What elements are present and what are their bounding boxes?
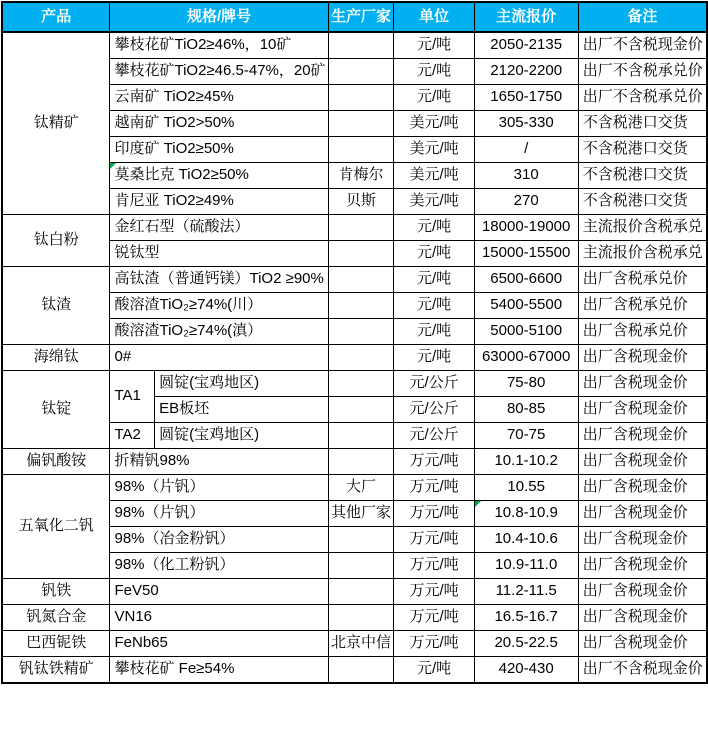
producer-cell: 北京中信 xyxy=(328,631,394,657)
note-cell: 出厂含税现金价 xyxy=(578,345,707,371)
unit-cell: 元/吨 xyxy=(394,32,474,59)
product-cell: 钒氮合金 xyxy=(2,605,110,631)
price-cell: 10.9-11.0 xyxy=(474,553,578,579)
unit-cell: 美元/吨 xyxy=(394,189,474,215)
product-cell: 偏钒酸铵 xyxy=(2,449,110,475)
price-cell: 16.5-16.7 xyxy=(474,605,578,631)
producer-cell xyxy=(328,319,394,345)
note-cell: 出厂含税现金价 xyxy=(578,631,707,657)
unit-cell: 万元/吨 xyxy=(394,553,474,579)
price-cell: 70-75 xyxy=(474,423,578,449)
producer-cell xyxy=(328,423,394,449)
spec-cell: 酸溶渣TiO₂≥74%(滇） xyxy=(110,319,328,345)
unit-cell: 元/吨 xyxy=(394,59,474,85)
note-cell: 不含税港口交货 xyxy=(578,189,707,215)
table-row xyxy=(2,32,707,59)
price-cell: 63000-67000 xyxy=(474,345,578,371)
producer-cell xyxy=(328,267,394,293)
spec-cell: 肯尼亚 TiO2≥49% xyxy=(110,189,328,215)
product-cell: 钛白粉 xyxy=(2,215,110,267)
unit-cell: 万元/吨 xyxy=(394,605,474,631)
price-cell: 310 xyxy=(474,163,578,189)
spec-cell: FeV50 xyxy=(110,579,328,605)
note-cell: 出厂含税现金价 xyxy=(578,449,707,475)
producer-cell: 其他厂家 xyxy=(328,501,394,527)
unit-cell: 元/公斤 xyxy=(394,371,474,397)
unit-cell: 万元/吨 xyxy=(394,449,474,475)
unit-cell: 万元/吨 xyxy=(394,527,474,553)
grade-cell: TA2 xyxy=(110,423,155,449)
unit-cell: 元/吨 xyxy=(394,293,474,319)
grade-cell: TA1 xyxy=(110,371,155,423)
unit-cell: 万元/吨 xyxy=(394,631,474,657)
producer-cell xyxy=(328,527,394,553)
price-cell: 11.2-11.5 xyxy=(474,579,578,605)
product-cell: 钒铁 xyxy=(2,579,110,605)
producer-cell xyxy=(328,241,394,267)
table-row xyxy=(2,657,707,684)
comment-marker-icon xyxy=(110,163,116,169)
price-cell xyxy=(474,501,578,527)
table-row xyxy=(2,605,707,631)
unit-cell: 美元/吨 xyxy=(394,137,474,163)
spec-cell: FeNb65 xyxy=(110,631,328,657)
price-cell: 5000-5100 xyxy=(474,319,578,345)
note-cell: 出厂含税现金价 xyxy=(578,371,707,397)
price-cell: / xyxy=(474,137,578,163)
table-row xyxy=(2,631,707,657)
spec-cell: 云南矿 TiO2≥45% xyxy=(110,85,328,111)
spec-cell: 攀枝花矿TiO2≥46%，10矿 xyxy=(110,32,328,59)
producer-cell: 贝斯 xyxy=(328,189,394,215)
price-cell: 2050-2135 xyxy=(474,32,578,59)
spec-cell: 圆锭(宝鸡地区) xyxy=(155,371,328,397)
price-cell: 305-330 xyxy=(474,111,578,137)
spec-cell: 攀枝花矿 Fe≥54% xyxy=(110,657,328,684)
price-cell: 10.4-10.6 xyxy=(474,527,578,553)
spec-cell: 金红石型（硫酸法） xyxy=(110,215,328,241)
col-header-price: 主流报价 xyxy=(474,2,578,32)
note-cell: 出厂含税现金价 xyxy=(578,527,707,553)
note-cell: 出厂含税现金价 xyxy=(578,475,707,501)
unit-cell: 元/公斤 xyxy=(394,397,474,423)
price-table xyxy=(1,1,708,684)
price-cell: 18000-19000 xyxy=(474,215,578,241)
spec-cell xyxy=(110,163,328,189)
unit-cell: 万元/吨 xyxy=(394,579,474,605)
table-row xyxy=(2,215,707,241)
spec-cell: EB板坯 xyxy=(155,397,328,423)
unit-cell: 美元/吨 xyxy=(394,163,474,189)
producer-cell xyxy=(328,215,394,241)
unit-cell: 万元/吨 xyxy=(394,501,474,527)
note-cell: 主流报价含税承兑 xyxy=(578,215,707,241)
note-cell: 出厂含税现金价 xyxy=(578,501,707,527)
unit-cell: 万元/吨 xyxy=(394,475,474,501)
note-cell: 不含税港口交货 xyxy=(578,137,707,163)
note-cell: 不含税港口交货 xyxy=(578,111,707,137)
price-cell: 2120-2200 xyxy=(474,59,578,85)
producer-cell xyxy=(328,397,394,423)
table-row xyxy=(2,371,707,397)
spec-cell: VN16 xyxy=(110,605,328,631)
unit-cell: 美元/吨 xyxy=(394,111,474,137)
spec-cell: 圆锭(宝鸡地区) xyxy=(155,423,328,449)
note-cell: 出厂含税承兑价 xyxy=(578,293,707,319)
spec-text: 莫桑比克 TiO2≥50% xyxy=(114,166,249,184)
table-row xyxy=(2,267,707,293)
table-row xyxy=(2,449,707,475)
producer-cell xyxy=(328,85,394,111)
producer-cell xyxy=(328,137,394,163)
col-header-spec: 规格/牌号 xyxy=(110,2,328,32)
producer-cell xyxy=(328,657,394,684)
price-cell: 15000-15500 xyxy=(474,241,578,267)
spec-cell: 锐钛型 xyxy=(110,241,328,267)
price-cell: 420-430 xyxy=(474,657,578,684)
note-cell: 出厂不含税现金价 xyxy=(578,32,707,59)
note-cell: 出厂不含税现金价 xyxy=(578,657,707,684)
unit-cell: 元/吨 xyxy=(394,267,474,293)
note-cell: 出厂不含税承兑价 xyxy=(578,85,707,111)
unit-cell: 元/吨 xyxy=(394,345,474,371)
table-row xyxy=(2,579,707,605)
price-cell: 270 xyxy=(474,189,578,215)
product-cell: 钛渣 xyxy=(2,267,110,345)
spec-cell: 98%（化工粉钒） xyxy=(110,553,328,579)
producer-cell xyxy=(328,59,394,85)
spec-cell: 印度矿 TiO2≥50% xyxy=(110,137,328,163)
producer-cell xyxy=(328,32,394,59)
producer-cell: 肯梅尔 xyxy=(328,163,394,189)
comment-marker-icon xyxy=(475,501,481,507)
price-cell: 75-80 xyxy=(474,371,578,397)
unit-cell: 元/公斤 xyxy=(394,423,474,449)
producer-cell: 大厂 xyxy=(328,475,394,501)
spec-cell: 0# xyxy=(110,345,328,371)
col-header-producer: 生产厂家 xyxy=(328,2,394,32)
note-cell: 主流报价含税承兑 xyxy=(578,241,707,267)
price-text: 10.8-10.9 xyxy=(494,504,558,522)
note-cell: 出厂含税现金价 xyxy=(578,553,707,579)
table-row xyxy=(2,345,707,371)
spec-cell: 98%（片钒） xyxy=(110,501,328,527)
note-cell: 出厂不含税承兑价 xyxy=(578,59,707,85)
unit-cell: 元/吨 xyxy=(394,241,474,267)
producer-cell xyxy=(328,293,394,319)
spec-cell: 98%（冶金粉钒） xyxy=(110,527,328,553)
unit-cell: 元/吨 xyxy=(394,85,474,111)
spec-cell: 酸溶渣TiO₂≥74%(川） xyxy=(110,293,328,319)
producer-cell xyxy=(328,345,394,371)
product-cell: 巴西铌铁 xyxy=(2,631,110,657)
header-row xyxy=(2,2,707,32)
note-cell: 出厂含税承兑价 xyxy=(578,319,707,345)
price-cell: 5400-5500 xyxy=(474,293,578,319)
spec-cell: 折精钒98% xyxy=(110,449,328,475)
product-cell: 钒钛铁精矿 xyxy=(2,657,110,684)
unit-cell: 元/吨 xyxy=(394,319,474,345)
col-header-product: 产品 xyxy=(2,2,110,32)
producer-cell xyxy=(328,553,394,579)
product-cell: 五氧化二钒 xyxy=(2,475,110,579)
price-cell: 6500-6600 xyxy=(474,267,578,293)
producer-cell xyxy=(328,579,394,605)
unit-cell: 元/吨 xyxy=(394,215,474,241)
price-cell: 20.5-22.5 xyxy=(474,631,578,657)
spec-cell: 高钛渣（普通钙镁）TiO2 ≥90% xyxy=(110,267,328,293)
price-cell: 80-85 xyxy=(474,397,578,423)
producer-cell xyxy=(328,111,394,137)
note-cell: 出厂含税现金价 xyxy=(578,579,707,605)
producer-cell xyxy=(328,371,394,397)
note-cell: 出厂含税现金价 xyxy=(578,605,707,631)
col-header-note: 备注 xyxy=(578,2,707,32)
note-cell: 出厂含税现金价 xyxy=(578,423,707,449)
spec-cell: 越南矿 TiO2>50% xyxy=(110,111,328,137)
product-cell: 钛精矿 xyxy=(2,32,110,215)
spec-cell: 98%（片钒） xyxy=(110,475,328,501)
price-cell: 1650-1750 xyxy=(474,85,578,111)
note-cell: 出厂含税现金价 xyxy=(578,397,707,423)
product-cell: 海绵钛 xyxy=(2,345,110,371)
price-cell: 10.55 xyxy=(474,475,578,501)
note-cell: 不含税港口交货 xyxy=(578,163,707,189)
producer-cell xyxy=(328,449,394,475)
note-cell: 出厂含税承兑价 xyxy=(578,267,707,293)
table-row xyxy=(2,475,707,501)
price-cell: 10.1-10.2 xyxy=(474,449,578,475)
producer-cell xyxy=(328,605,394,631)
product-cell: 钛锭 xyxy=(2,371,110,449)
spec-cell: 攀枝花矿TiO2≥46.5-47%，20矿 xyxy=(110,59,328,85)
col-header-unit: 单位 xyxy=(394,2,474,32)
unit-cell: 元/吨 xyxy=(394,657,474,684)
